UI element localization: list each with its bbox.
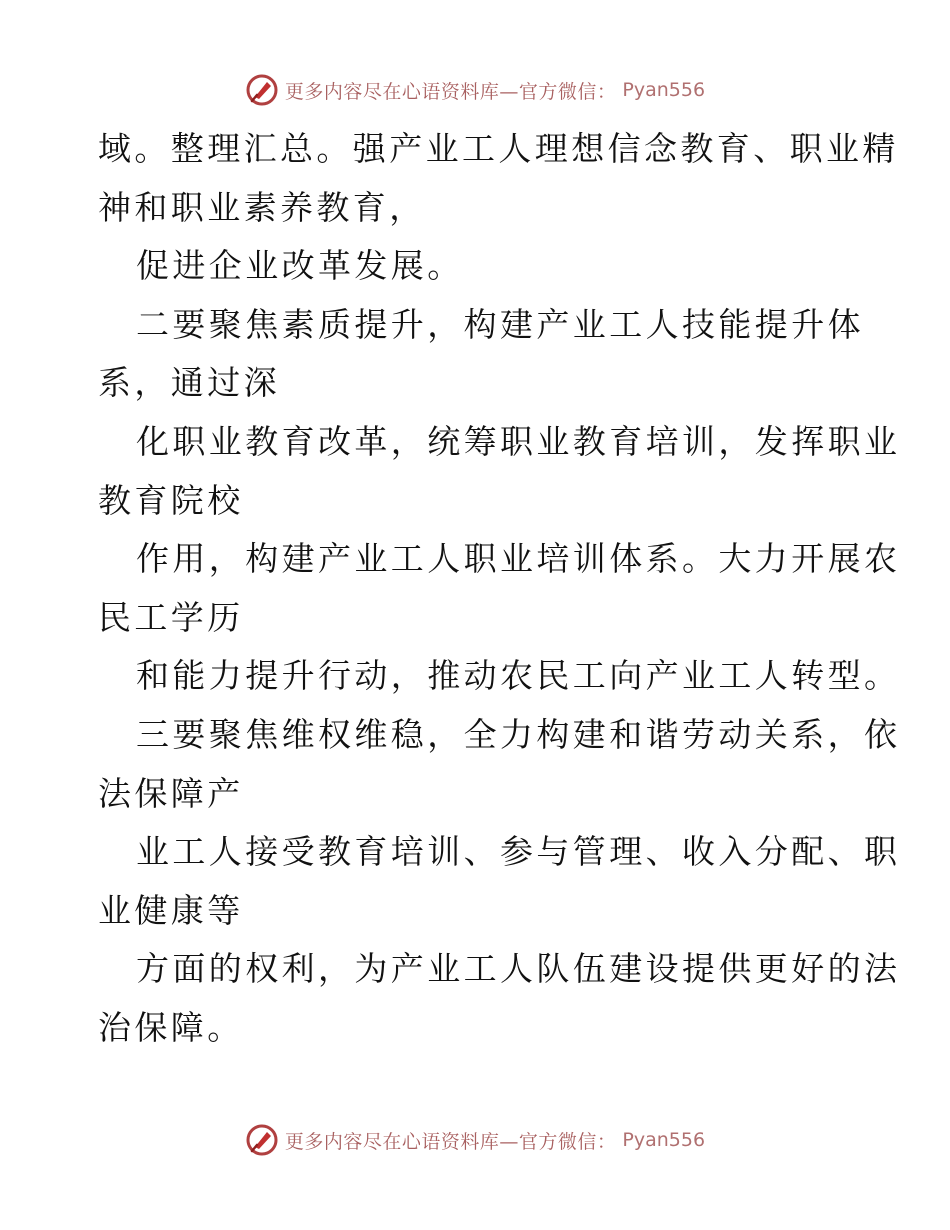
text-line: 促进企业改革发展。 bbox=[136, 246, 464, 286]
text-line: 域。整理汇总。强产业工人理想信念教育、职业精 bbox=[98, 129, 899, 168]
text-line: 治保障。 bbox=[98, 1007, 244, 1047]
text-line: 方面的权利，为产业工人队伍建设提供更好的法 bbox=[136, 949, 901, 989]
text-line: 法保障产 bbox=[98, 773, 244, 813]
header-watermark bbox=[0, 70, 950, 110]
text-line: 神和职业素养教育， bbox=[98, 187, 426, 227]
watermark-wechat-handle: Pyan556 bbox=[622, 1129, 706, 1151]
text-line: 作用，构建产业工人职业培训体系。大力开展农 bbox=[136, 539, 901, 579]
document-body bbox=[98, 120, 901, 1058]
footer-watermark bbox=[0, 1120, 950, 1160]
pen-nib-logo-icon bbox=[245, 73, 279, 107]
text-line: 和能力提升行动，推动农民工向产业工人转型。 bbox=[136, 656, 901, 696]
text-line: 化职业教育改革，统筹职业教育培训，发挥职业 bbox=[136, 421, 901, 461]
watermark-text: 更多内容尽在心语资料库—官方微信： bbox=[284, 1130, 617, 1153]
text-line: 业工人接受教育培训、参与管理、收入分配、职 bbox=[136, 832, 901, 872]
text-line: 民工学历 bbox=[98, 597, 244, 637]
text-line: 系，通过深 bbox=[98, 363, 280, 403]
text-line: 业健康等 bbox=[98, 890, 244, 930]
text-line: 三要聚焦维权维稳，全力构建和谐劳动关系，依 bbox=[136, 714, 901, 754]
watermark-wechat-handle: Pyan556 bbox=[622, 79, 706, 101]
pen-nib-logo-icon bbox=[245, 1123, 279, 1157]
text-line: 教育院校 bbox=[98, 480, 244, 520]
text-line: 二要聚焦素质提升，构建产业工人技能提升体 bbox=[136, 304, 864, 344]
watermark-text: 更多内容尽在心语资料库—官方微信： bbox=[284, 80, 617, 103]
